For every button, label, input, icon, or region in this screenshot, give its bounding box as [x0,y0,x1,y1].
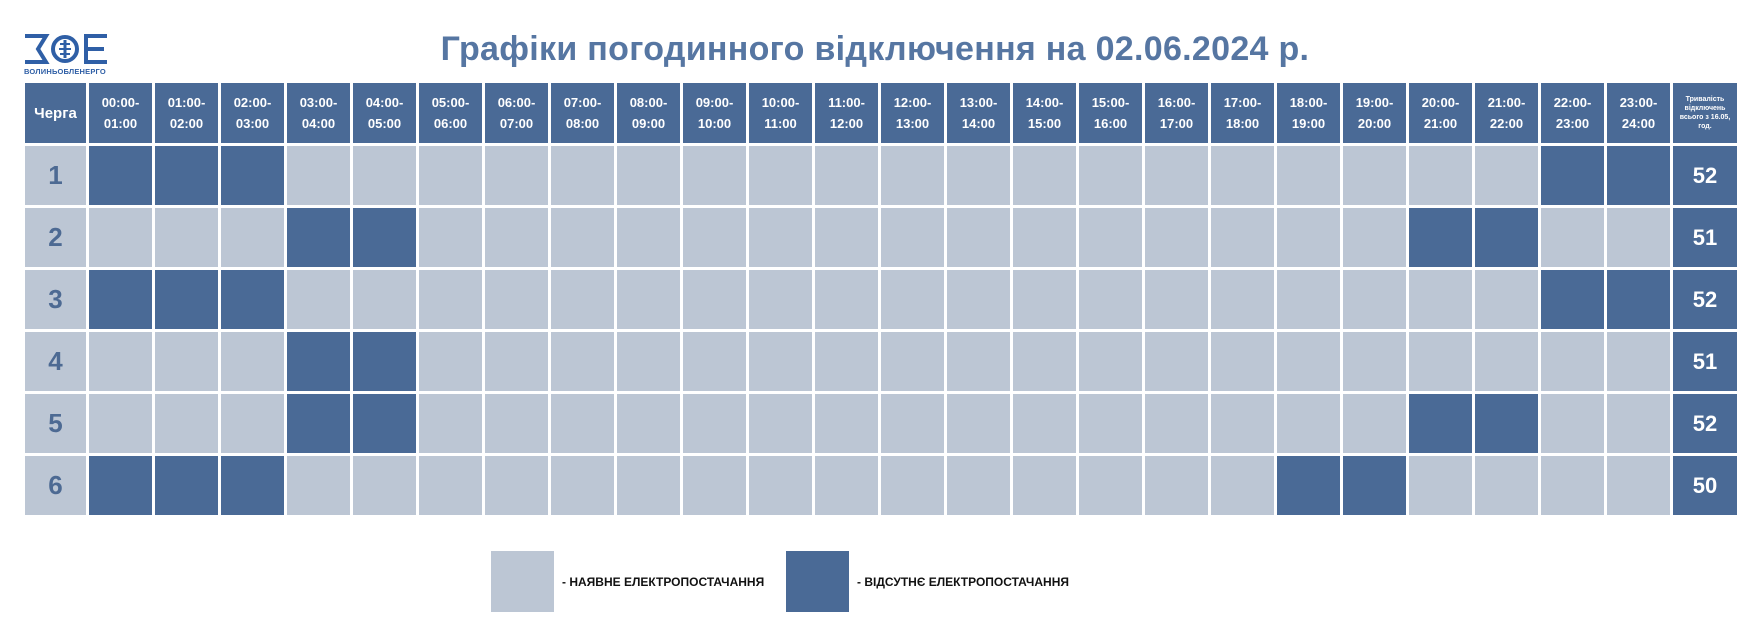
hour-column-header [1079,83,1142,143]
hour-header-line: 01:00- [167,95,206,110]
hour-cell-power [1343,208,1406,267]
hour-header-line: 05:00 [367,116,402,131]
hour-cell-power [353,270,416,329]
hour-cell-power [155,394,218,453]
hour-cell-power [617,332,680,391]
hour-cell-power [1607,332,1670,391]
hour-header-line: 16:00 [1093,116,1128,131]
duration-total: 52 [1673,394,1737,453]
duration-header-line: Тривалість [1685,96,1725,103]
hour-cell-outage [353,208,416,267]
hour-cell-power [1145,208,1208,267]
hour-cell-power [749,394,812,453]
legend-power-on [491,551,764,612]
duration-total: 52 [1673,270,1737,329]
queue-row [25,394,1737,453]
hour-column-header [419,83,482,143]
hour-header-line: 04:00 [301,116,336,131]
hour-column-header [1211,83,1274,143]
hour-column-header [353,83,416,143]
hour-cell-power [1079,270,1142,329]
hour-cell-power [947,332,1010,391]
hour-header-line: 18:00 [1225,116,1260,131]
hour-cell-power [1211,456,1274,515]
hour-header-line: 17:00- [1223,95,1262,110]
hour-cell-power [287,456,350,515]
hour-cell-power [1145,146,1208,205]
duration-header-line: відключень [1684,105,1726,112]
hour-cell-power [1277,270,1340,329]
hour-header-line: 20:00 [1357,116,1392,131]
hour-cell-power [551,394,614,453]
hour-cell-outage [287,208,350,267]
legend-power-off [786,551,1069,612]
hour-cell-power [617,270,680,329]
hour-cell-power [551,456,614,515]
hour-cell-power [1013,456,1076,515]
queue-number: 6 [25,456,86,515]
hour-cell-power [419,394,482,453]
hour-header-line: 21:00 [1423,116,1458,131]
hour-cell-power [419,456,482,515]
hour-cell-power [1211,270,1274,329]
queue-number: 3 [25,270,86,329]
hour-cell-power [1145,394,1208,453]
hour-cell-power [485,208,548,267]
queue-row [25,456,1737,515]
duration-header-line: год. [1698,123,1712,130]
logo-caption: ВОЛИНЬОБЛЕНЕРГО [24,67,106,76]
hour-cell-power [419,332,482,391]
hour-cell-power [815,270,878,329]
queue-number: 2 [25,208,86,267]
hour-cell-power [881,146,944,205]
hour-column-header [485,83,548,143]
hour-column-header [947,83,1010,143]
hour-header-line: 10:00 [697,116,732,131]
hour-header-line: 19:00 [1291,116,1326,131]
hour-cell-power [815,332,878,391]
hour-header-line: 14:00 [961,116,996,131]
queue-number: 4 [25,332,86,391]
hour-cell-power [1013,332,1076,391]
hour-header-line: 24:00 [1621,116,1656,131]
hour-cell-power [617,456,680,515]
hour-column-header [1607,83,1670,143]
hour-cell-power [1475,456,1538,515]
hour-cell-power [419,208,482,267]
hour-cell-power [485,146,548,205]
hour-header-line: 21:00- [1487,95,1526,110]
hour-column-header [155,83,218,143]
hour-cell-outage [221,270,284,329]
hour-cell-power [89,208,152,267]
hour-column-header [881,83,944,143]
hour-cell-power [1409,146,1472,205]
hour-cell-outage [1541,146,1604,205]
hour-column-header [221,83,284,143]
hour-column-header [287,83,350,143]
duration-total: 51 [1673,208,1737,267]
hour-header-line: 06:00- [497,95,536,110]
hour-header-line: 04:00- [365,95,404,110]
hour-header-line: 00:00- [101,95,140,110]
hour-cell-power [749,456,812,515]
hour-cell-power [1541,208,1604,267]
queue-column-header: Черга [25,83,86,143]
hour-cell-outage [1343,456,1406,515]
hour-cell-power [815,146,878,205]
hour-cell-power [551,270,614,329]
hour-cell-power [1607,208,1670,267]
duration-total: 52 [1673,146,1737,205]
hour-cell-power [1475,332,1538,391]
hour-cell-outage [221,456,284,515]
hour-cell-outage [353,394,416,453]
hour-cell-power [485,394,548,453]
hour-header-line: 08:00- [629,95,668,110]
hour-cell-power [947,270,1010,329]
hour-cell-power [353,456,416,515]
hour-cell-power [1607,456,1670,515]
hour-cell-power [1277,146,1340,205]
queue-row [25,270,1737,329]
hour-header-line: 08:00 [565,116,600,131]
hour-cell-power [89,394,152,453]
hour-cell-power [947,208,1010,267]
hour-cell-power [485,270,548,329]
hour-cell-power [551,146,614,205]
hour-cell-power [485,456,548,515]
hour-cell-power [1079,394,1142,453]
hour-cell-power [1079,208,1142,267]
hour-cell-power [1079,332,1142,391]
hour-cell-power [1145,456,1208,515]
hour-column-header [1013,83,1076,143]
hour-cell-power [287,270,350,329]
hour-cell-power [221,332,284,391]
legend-swatch-on [491,551,554,612]
hour-header-line: 17:00 [1159,116,1194,131]
hour-header-line: 23:00- [1619,95,1658,110]
hour-cell-power [947,456,1010,515]
hour-header-line: 23:00 [1555,116,1590,131]
hour-cell-power [749,146,812,205]
table-header-row [25,83,1737,143]
hour-cell-outage [1475,208,1538,267]
hour-cell-power [1013,270,1076,329]
hour-cell-power [221,208,284,267]
hour-header-line: 09:00- [695,95,734,110]
hour-cell-power [551,332,614,391]
hour-cell-power [419,146,482,205]
legend-swatch-off [786,551,849,612]
hour-cell-power [881,270,944,329]
hour-header-line: 22:00 [1489,116,1524,131]
hour-cell-power [947,146,1010,205]
hour-header-line: 11:00- [828,95,865,110]
hour-cell-power [1541,456,1604,515]
hour-cell-outage [155,270,218,329]
hour-header-line: 05:00- [431,95,470,110]
hour-cell-power [1013,208,1076,267]
hour-header-line: 12:00- [893,95,932,110]
hour-cell-power [749,208,812,267]
hour-header-line: 02:00 [169,116,204,131]
hour-cell-outage [155,456,218,515]
hour-header-line: 12:00 [829,116,864,131]
hour-cell-power [1343,332,1406,391]
hour-cell-power [683,456,746,515]
hour-cell-power [683,270,746,329]
hour-cell-power [1541,332,1604,391]
hour-cell-power [947,394,1010,453]
hour-cell-power [617,146,680,205]
legend-label-on: - НАЯВНЕ ЕЛЕКТРОПОСТАЧАННЯ [562,574,765,589]
queue-row [25,332,1737,391]
hour-cell-power [683,146,746,205]
hour-header-line: 19:00- [1355,95,1394,110]
hour-cell-power [1079,146,1142,205]
hour-header-line: 07:00 [499,116,534,131]
hour-column-header [749,83,812,143]
hour-cell-outage [1409,394,1472,453]
hour-cell-outage [1541,270,1604,329]
hour-cell-outage [1607,270,1670,329]
hour-cell-power [749,332,812,391]
hour-header-line: 03:00- [299,95,338,110]
hour-cell-power [155,208,218,267]
hour-cell-power [1013,146,1076,205]
hour-column-header [551,83,614,143]
hour-header-line: 20:00- [1421,95,1460,110]
queue-row [25,208,1737,267]
hour-column-header [617,83,680,143]
hour-cell-outage [89,270,152,329]
legend-label-off: - ВІДСУТНЄ ЕЛЕКТРОПОСТАЧАННЯ [857,574,1069,589]
hour-cell-power [1211,332,1274,391]
hour-header-line: 18:00- [1289,95,1328,110]
hour-cell-power [287,146,350,205]
hour-cell-power [419,270,482,329]
table-body [25,146,1737,515]
hour-cell-power [683,332,746,391]
hour-cell-outage [353,332,416,391]
hour-header-line: 15:00 [1027,116,1062,131]
hour-header-line: 10:00- [761,95,800,110]
hour-cell-power [881,332,944,391]
hour-column-header [815,83,878,143]
hour-cell-power [485,332,548,391]
hour-cell-power [1475,270,1538,329]
hour-cell-power [1409,332,1472,391]
hour-cell-power [89,332,152,391]
hour-cell-power [683,208,746,267]
hour-cell-outage [221,146,284,205]
hour-cell-power [617,208,680,267]
hour-header-line: 22:00- [1553,95,1592,110]
hour-cell-power [749,270,812,329]
hour-cell-power [1409,456,1472,515]
hour-cell-power [683,394,746,453]
hour-cell-power [1079,456,1142,515]
hour-cell-power [881,456,944,515]
hour-cell-power [1145,270,1208,329]
hour-header-line: 13:00 [895,116,930,131]
hour-header-line: 01:00 [103,116,138,131]
outage-schedule-table [22,80,1740,518]
hour-cell-power [1211,146,1274,205]
hour-cell-power [1541,394,1604,453]
hour-cell-power [1475,146,1538,205]
hour-cell-outage [89,146,152,205]
hour-column-header [1541,83,1604,143]
hour-cell-power [881,394,944,453]
hour-cell-outage [1475,394,1538,453]
hour-cell-outage [1607,146,1670,205]
queue-row [25,146,1737,205]
hour-column-header [1277,83,1340,143]
hour-header-line: 06:00 [433,116,468,131]
queue-number: 1 [25,146,86,205]
queue-number: 5 [25,394,86,453]
hour-cell-power [617,394,680,453]
hour-header-line: 15:00- [1091,95,1130,110]
hour-cell-power [155,332,218,391]
hour-cell-outage [287,394,350,453]
duration-total: 50 [1673,456,1737,515]
hour-column-header [1475,83,1538,143]
hour-header-line: 16:00- [1157,95,1196,110]
hour-cell-outage [287,332,350,391]
hour-column-header [1343,83,1406,143]
hour-cell-power [551,208,614,267]
duration-header-line: всього з 16.05, [1679,114,1731,121]
hour-column-header [1145,83,1208,143]
hour-cell-power [815,456,878,515]
hour-header-line: 07:00- [563,95,602,110]
hour-cell-power [1277,394,1340,453]
hour-column-header [89,83,152,143]
hour-cell-power [221,394,284,453]
hour-header-line: 14:00- [1025,95,1064,110]
hour-cell-power [1211,394,1274,453]
hour-header-line: 11:00 [764,116,797,131]
hour-cell-power [1409,270,1472,329]
hour-cell-power [1277,208,1340,267]
hour-cell-power [353,146,416,205]
page-title: Графіки погодинного відключення на 02.06.2024 р. [440,30,1310,68]
hour-header-line: 09:00 [631,116,666,131]
hour-cell-power [1607,394,1670,453]
hour-cell-power [815,394,878,453]
duration-total: 51 [1673,332,1737,391]
hour-cell-power [815,208,878,267]
hour-cell-outage [155,146,218,205]
hour-header-line: 13:00- [959,95,998,110]
hour-cell-power [1013,394,1076,453]
hour-header-line: 03:00 [235,116,270,131]
hour-cell-power [1343,146,1406,205]
hour-cell-outage [1409,208,1472,267]
hour-cell-power [1211,208,1274,267]
duration-column-header [1673,83,1737,143]
hour-cell-power [881,208,944,267]
hour-header-line: 02:00- [233,95,272,110]
hour-cell-power [1343,394,1406,453]
hour-cell-power [1277,332,1340,391]
hour-cell-outage [89,456,152,515]
hour-cell-power [1343,270,1406,329]
hour-column-header [1409,83,1472,143]
hour-column-header [683,83,746,143]
hour-cell-power [1145,332,1208,391]
hour-cell-outage [1277,456,1340,515]
